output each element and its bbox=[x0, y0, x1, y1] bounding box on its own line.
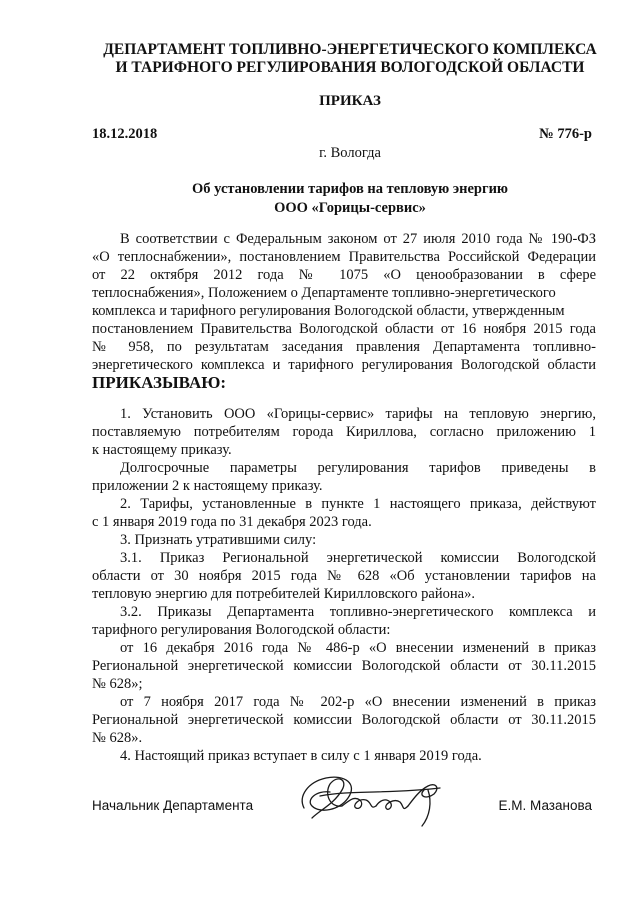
order-word: ПРИКАЗЫВАЮ: bbox=[92, 373, 227, 392]
document-type-title: ПРИКАЗ bbox=[319, 93, 381, 109]
preamble-line: комплекса и тарифного регулирования Вологодской области, утвержденным bbox=[92, 303, 565, 319]
item-line: Региональной энергетической комиссии Вологодской области от 30.11.2015 bbox=[92, 712, 596, 728]
document-date: 18.12.2018 bbox=[92, 126, 158, 142]
preamble-line: «О теплоснабжении», постановлением Правительства Российской Федерации bbox=[92, 249, 596, 265]
preamble-line: энергетического комплекса и тарифного регулирования Вологодской области bbox=[92, 357, 596, 373]
item-line: приложении 2 к настоящему приказу. bbox=[92, 478, 323, 494]
preamble-line: теплоснабжения», Положением о Департаменте топливно-энергетического bbox=[92, 285, 556, 301]
item-line: № 628»; bbox=[92, 676, 143, 692]
preamble-line: В соответствии с Федеральным законом от 27 июля 2010 года № 190-ФЗ bbox=[120, 231, 596, 247]
item-line: области от 30 ноября 2015 года № 628 «Об установлении тарифов на bbox=[92, 568, 596, 584]
subject-line-2: ООО «Горицы-сервис» bbox=[274, 200, 426, 216]
preamble-paragraph bbox=[92, 230, 596, 392]
item-line: 1. Установить ООО «Горицы-сервис» тарифы на тепловую энергию, bbox=[120, 406, 596, 422]
document-city: г. Вологда bbox=[319, 145, 381, 161]
item-line: от 16 декабря 2016 года № 486-р «О внесении изменений в приказ bbox=[120, 640, 596, 656]
item-line: тарифного регулирования Вологодской области: bbox=[92, 622, 391, 638]
item-line: тепловую энергию для потребителей Кирилловского района». bbox=[92, 586, 475, 602]
item-line: 3.2. Приказы Департамента топливно-энергетического комплекса и bbox=[120, 604, 596, 620]
item-line: 3.1. Приказ Региональной энергетической комиссии Вологодской bbox=[120, 550, 596, 566]
signatory-position: Начальник Департамента bbox=[92, 798, 254, 813]
department-name-line-2: И ТАРИФНОГО РЕГУЛИРОВАНИЯ ВОЛОГОДСКОЙ ОБЛАСТИ bbox=[115, 59, 585, 76]
item-line: Долгосрочные параметры регулирования тарифов приведены в bbox=[120, 460, 596, 476]
item-line: от 7 ноября 2017 года № 202-р «О внесении изменений в приказ bbox=[120, 694, 596, 710]
item-line: с 1 января 2019 года по 31 декабря 2023 года. bbox=[92, 514, 372, 530]
preamble-line: № 958, по результатам заседания правления Департамента топливно- bbox=[92, 339, 596, 355]
signatory-name: Е.М. Мазанова bbox=[498, 798, 592, 813]
item-line: поставляемую потребителям города Кириллова, согласно приложению 1 bbox=[92, 424, 596, 440]
item-line: к настоящему приказу. bbox=[92, 442, 232, 458]
handwritten-signature bbox=[290, 760, 470, 835]
item-line: 2. Тарифы, установленные в пункте 1 настоящего приказа, действуют bbox=[120, 496, 596, 512]
item-line: 3. Признать утратившими силу: bbox=[120, 532, 317, 548]
department-name-line-1: ДЕПАРТАМЕНТ ТОПЛИВНО-ЭНЕРГЕТИЧЕСКОГО КОМПЛЕКСА bbox=[103, 41, 597, 58]
item-line: № 628». bbox=[92, 730, 143, 746]
preamble-line: постановлением Правительства Вологодской области от 16 ноября 2015 года bbox=[92, 321, 596, 337]
subject-line-1: Об установлении тарифов на тепловую энергию bbox=[191, 181, 509, 197]
document-number: № 776-р bbox=[539, 126, 592, 142]
preamble-line: от 22 октября 2012 года № 1075 «О ценообразовании в сфере bbox=[92, 267, 596, 283]
order-items bbox=[92, 405, 596, 765]
item-line: Региональной энергетической комиссии Вологодской области от 30.11.2015 bbox=[92, 658, 596, 674]
item-line: 4. Настоящий приказ вступает в силу с 1 января 2019 года. bbox=[120, 748, 482, 764]
